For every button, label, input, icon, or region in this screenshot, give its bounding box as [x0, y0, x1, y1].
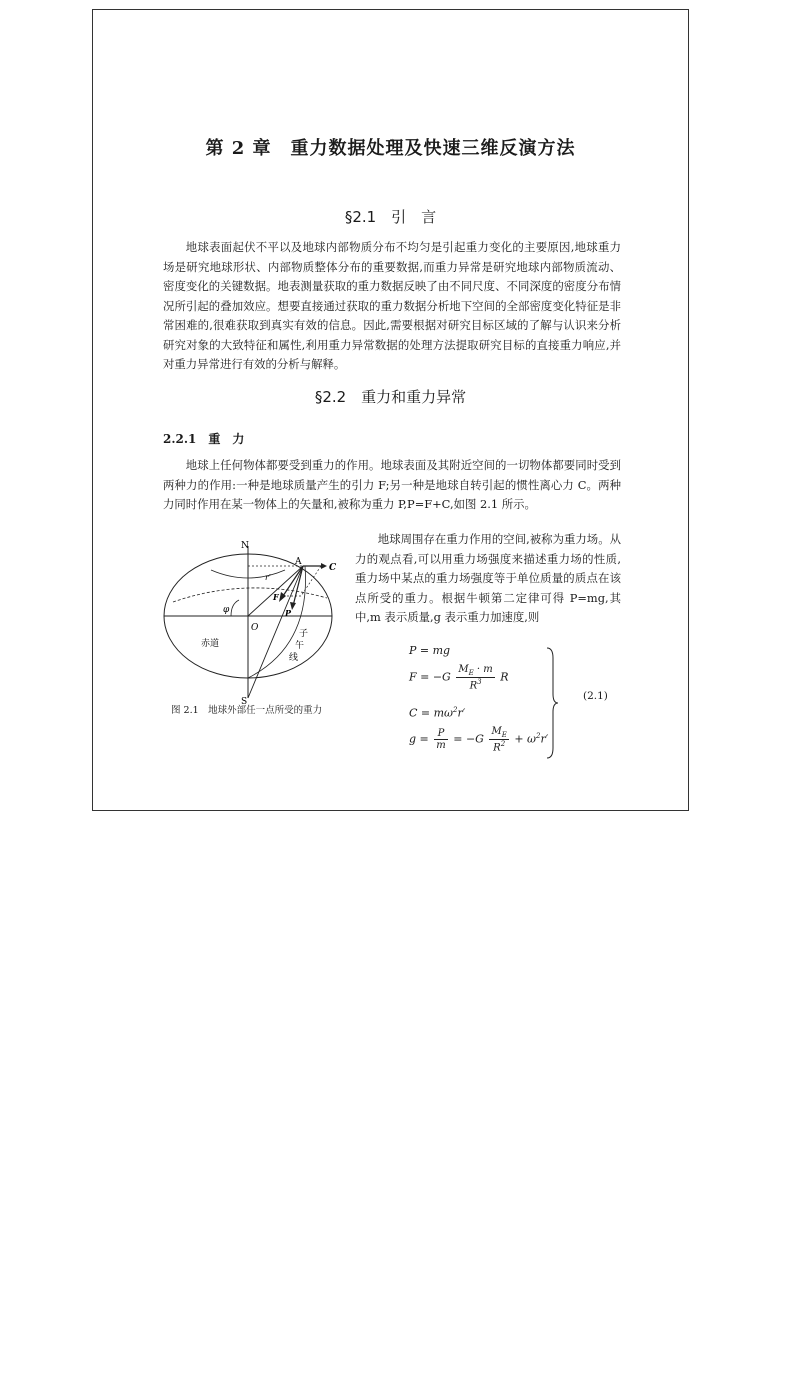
- eq2-num-sub: E: [468, 669, 474, 677]
- eq4-mid: = −G: [453, 732, 484, 746]
- label-s: S: [241, 697, 248, 707]
- eq3-main: C = mω: [409, 706, 454, 720]
- eq3-sup: 2: [453, 706, 458, 714]
- label-c: C: [329, 563, 337, 573]
- chapter-title: 第 2 章 重力数据处理及快速三维反演方法: [205, 138, 576, 159]
- label-phi: φ: [223, 605, 230, 615]
- eq4-lhs: g =: [409, 732, 429, 746]
- eq4-rhs: + ω: [514, 732, 537, 746]
- eq4-rhs-rest: r′: [540, 732, 549, 746]
- figure-caption: 图 2.1 地球外部任一点所受的重力: [171, 705, 323, 716]
- latitude-angle-arc: [231, 600, 239, 616]
- label-a: A: [295, 557, 302, 567]
- equation-number: (2.1): [583, 690, 608, 702]
- eq2-rhs: R: [500, 670, 509, 684]
- gravity-paragraph: 地球上任何物体都要受到重力的作用。地球表面及其附近空间的一切物体都要同时受到两种力的作用:一种是地球质量产生的引力 F;另一种是地球自转引起的惯性离心力 C。两种力同时作用在某一物体上的矢量和,被称为重力 P,P=F+C,如图 2.1 所示。: [163, 458, 621, 511]
- label-f: F: [273, 592, 279, 602]
- label-r-prime: r′: [265, 573, 271, 582]
- eq2-den: R: [469, 680, 478, 692]
- label-meridian-1: 子: [299, 629, 309, 639]
- eq2-lhs: F = −G: [409, 670, 451, 684]
- label-p: P: [285, 608, 292, 618]
- eq2-den-sup: 3: [477, 678, 482, 686]
- eq4-rhs-sup: 2: [536, 732, 541, 741]
- eq4-den1: m: [436, 740, 446, 752]
- equation-4: [409, 726, 548, 753]
- gravity-field-paragraph: 地球周围存在重力作用的空间,被称为重力场。从力的观点看,可以用重力场强度来描述重力场的性质,重力场中某点的重力场强度等于单位质量的质点在该点所受的重力。根据牛顿第二定律可得 P=mg,其中,m 表示质量,g 表示重力加速度,则: [355, 532, 621, 624]
- eq4-num2: M: [491, 726, 502, 737]
- force-c-arrowhead: [321, 563, 327, 569]
- label-meridian-2: 午: [295, 641, 305, 651]
- equation-system: [409, 644, 639, 762]
- eq4-fraction-1: [434, 728, 447, 751]
- book-page: [92, 9, 689, 811]
- eq3-rest: r′: [457, 706, 466, 720]
- section-title-2-2: §2.2 重力和重力异常: [314, 388, 467, 406]
- label-n: N: [241, 541, 249, 551]
- eq2-num-rest: · m: [473, 664, 493, 675]
- eq2-fraction: [456, 664, 494, 691]
- equation-1: P = mg: [409, 644, 451, 657]
- equation-2: [409, 664, 509, 691]
- label-equator: 赤道: [201, 639, 220, 649]
- label-meridian-3: 线: [289, 653, 299, 663]
- eq4-num2-sub: E: [501, 731, 507, 739]
- label-o: O: [251, 623, 259, 633]
- earth-gravity-figure: [161, 536, 347, 708]
- eq4-fraction-2: [489, 726, 508, 753]
- equation-brace: [545, 646, 559, 760]
- equation-3: [409, 706, 465, 720]
- intro-paragraph: 地球表面起伏不平以及地球内部物质分布不均匀是引起重力变化的主要原因,地球重力场是研究地球形状、内部物质整体分布的重要数据,而重力异常是研究地球内部物质流动、密度变化的关键数据。地表测量获取的重力数据反映了由不同尺度、不同深度的密度分布情况所引起的叠加效应。想要直接通过获取的重力数据分析地下空间的全部密度变化特征是非常困难的,很难获取到真实有效的信息。因此,需要根据对研究目标区域的了解与认识来分析研究对象的大致特征和属性,利用重力异常数据的处理方法提取研究目标的直接重力响应,并对重力异常进行有效的分析与解释。: [163, 240, 621, 371]
- eq4-den2: R: [493, 742, 501, 754]
- section-title-2-1: §2.1 引 言: [344, 208, 437, 226]
- eq4-num1: P: [434, 728, 447, 740]
- eq4-den2-sup: 2: [500, 740, 506, 748]
- eq2-num: M: [458, 664, 469, 675]
- subsection-title-2-2-1: 2.2.1 重 力: [163, 432, 245, 446]
